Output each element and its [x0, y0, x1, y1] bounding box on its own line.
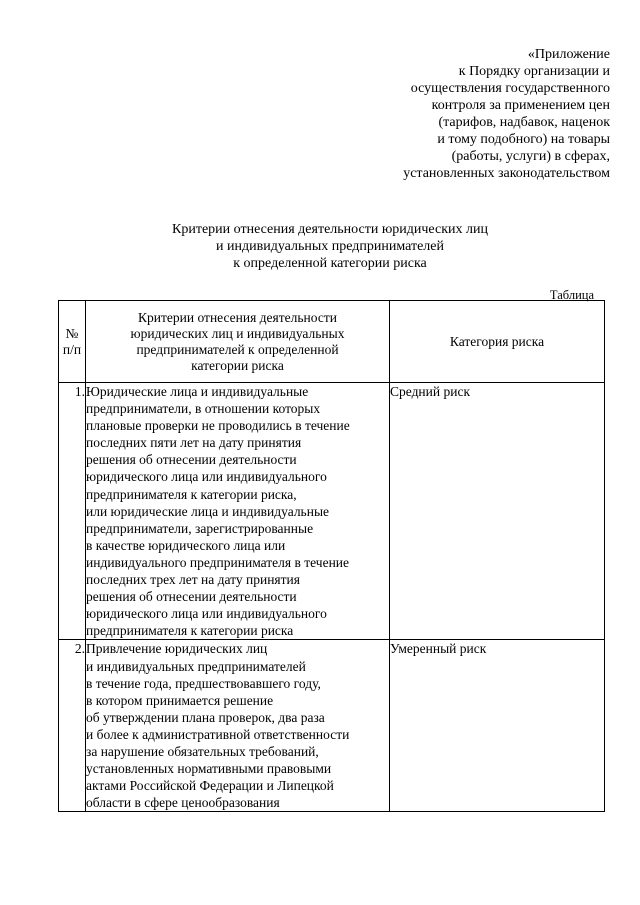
row-risk-category: Умеренный риск: [390, 640, 605, 812]
appendix-line: «Приложение: [527, 47, 610, 62]
appendix-line: (работы, услуги) в сферах,: [451, 149, 610, 164]
appendix-line: осуществления государственного: [410, 81, 610, 96]
appendix-line: (тарифов, надбавок, наценок: [438, 115, 610, 130]
criteria-line: и более к административной ответственности: [86, 726, 350, 742]
header-number-line: №: [65, 325, 79, 341]
criteria-line: юридического лица или индивидуального: [86, 606, 327, 622]
risk-criteria-table: [58, 300, 605, 812]
header-criteria-line: юридических лиц и индивидуальных: [130, 325, 345, 341]
header-number-line: п/п: [62, 341, 82, 357]
criteria-line: юридического лица или индивидуального: [86, 469, 327, 485]
appendix-header: [310, 46, 610, 182]
appendix-line: контроля за применением цен: [431, 98, 610, 113]
criteria-line: в течение года, предшествовавшего году,: [86, 675, 321, 691]
table-header-row: [59, 301, 605, 383]
criteria-line: предприниматели, в отношении которых: [86, 401, 321, 417]
appendix-line: и тому подобного) на товары: [437, 132, 610, 147]
title-line: к определенной категории риска: [233, 256, 427, 271]
criteria-line: Привлечение юридических лиц: [86, 641, 268, 657]
criteria-line: предприниматели, зарегистрированные: [86, 520, 314, 536]
criteria-line: или юридические лица и индивидуальные: [86, 503, 329, 519]
row-criteria: [86, 640, 390, 812]
criteria-line: плановые проверки не проводились в течение: [86, 418, 350, 434]
criteria-line: последних пяти лет на дату принятия: [86, 435, 302, 451]
criteria-line: Юридические лица и индивидуальные: [86, 384, 309, 399]
header-criteria-line: Критерии отнесения деятельности: [138, 309, 337, 325]
criteria-line: актами Российской Федерации и Липецкой: [86, 778, 334, 794]
row-risk-category: Средний риск: [390, 383, 605, 640]
header-criteria: [86, 301, 390, 383]
criteria-line: предпринимателя к категории риска,: [86, 486, 297, 502]
criteria-line: установленных нормативными правовыми: [86, 761, 332, 777]
table-row: [59, 383, 605, 640]
criteria-line: об утверждении плана проверок, два раза: [86, 709, 325, 725]
table-caption: Таблица: [549, 288, 594, 302]
appendix-line: к Порядку организации и: [458, 64, 610, 79]
criteria-line: в котором принимается решение: [86, 692, 274, 708]
criteria-line: предпринимателя к категории риска: [86, 623, 294, 639]
header-risk: Категория риска: [390, 301, 605, 383]
table-row: [59, 640, 605, 812]
row-number: 1.: [59, 383, 86, 640]
header-criteria-line: категории риска: [191, 357, 284, 373]
header-criteria-line: предпринимателей к определенной: [136, 341, 339, 357]
title-line: и индивидуальных предпринимателей: [216, 239, 444, 254]
criteria-line: индивидуального предпринимателя в течение: [86, 554, 350, 570]
criteria-line: решения об отнесении деятельности: [86, 589, 297, 605]
appendix-line: установленных законодательством: [403, 166, 610, 181]
criteria-line: за нарушение обязательных требований,: [86, 743, 319, 759]
criteria-line: и индивидуальных предпринимателей: [86, 658, 306, 674]
criteria-line: решения об отнесении деятельности: [86, 452, 297, 468]
document-title: [60, 221, 600, 272]
title-line: Критерии отнесения деятельности юридических лиц: [172, 222, 488, 237]
criteria-line: последних трех лет на дату принятия: [86, 572, 300, 588]
criteria-line: области в сфере ценообразования: [86, 795, 280, 811]
criteria-line: в качестве юридического лица или: [86, 537, 286, 553]
row-number: 2.: [59, 640, 86, 812]
header-number: [59, 301, 86, 383]
row-criteria: [86, 383, 390, 640]
